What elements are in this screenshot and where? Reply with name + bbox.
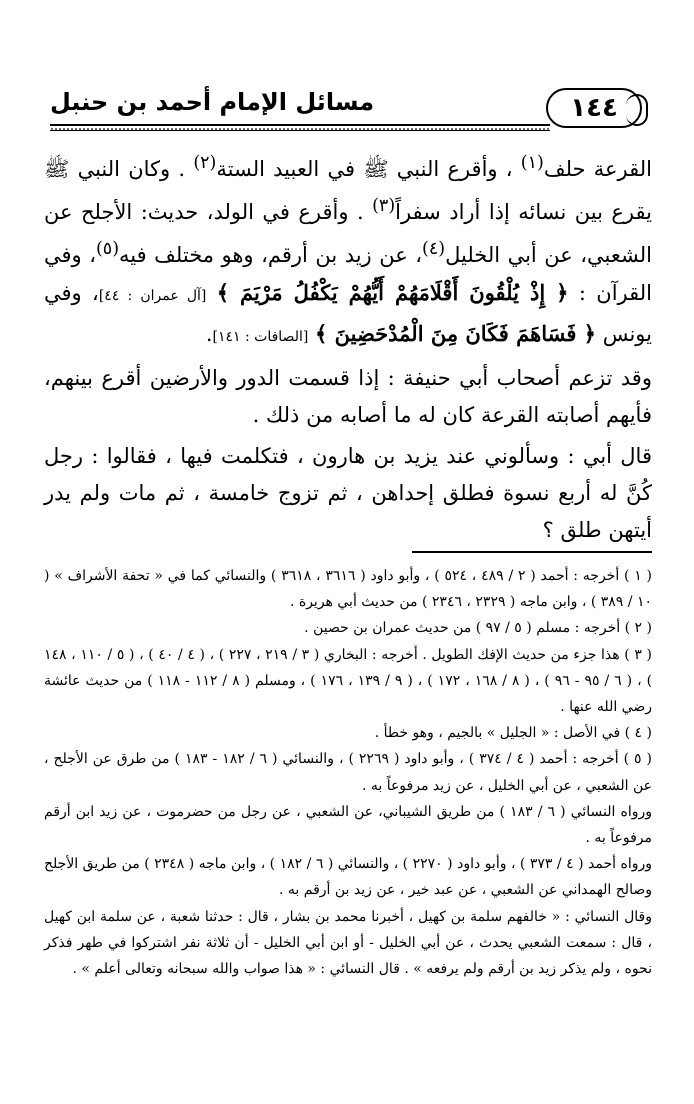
footnote-marker-1: (١) xyxy=(520,153,544,173)
page-header xyxy=(50,86,650,132)
text-run: . xyxy=(205,322,213,346)
text-run: . وكان النبي ﷺ يقرع بين نسائه إذا أراد سفراً xyxy=(44,157,652,224)
footnote-5-continuation: وقال النسائي : « خالفهم سلمة بن كهيل ، أخبرنا محمد بن بشار ، قال : حدثنا شعبة ، عن سلمة ابن كهيل ، قال : سمعت الشعبي يحدث ، عن أبي الخليل - أو ابن أبي الخليل - أن ثلاثة نفر اشتركوا في طهر فذكر نحوه ، ولم يذكر زيد بن أرقم ولم يرفعه » . قال النسائي : « هذا صواب والله سبحانه وتعالى أعلم » . xyxy=(44,908,652,978)
footnote-2: ( ٢ ) أخرجه : مسلم ( ٥ / ٩٧ ) من حديث عمران بن حصين . xyxy=(304,620,652,637)
footnote-1: ( ١ ) أخرجه : أحمد ( ٢ / ٤٨٩ ، ٥٢٤ ) ، وأبو داود ( ٣٦١٦ ، ٣٦١٨ ) والنسائي كما في « تحفة الأشراف » ( ١٠ / ٣٨٩ ) ، وابن ماجه ( ٢٣٢٩ ، ٢٣٤٦ ) من حديث أبي هريرة . xyxy=(44,568,653,611)
footnote-5: ( ٥ ) أخرجه : أحمد ( ٤ / ٣٧٤ ) ، وأبو داود ( ٢٢٦٩ ) ، والنسائي ( ٦ / ١٨٢ - ١٨٣ ) من طرق عن الأجلح ، عن الشعبي ، عن أبي الخليل ، عن زيد مرفوعاً به . xyxy=(44,751,653,794)
quran-verse-1: ﴿ إِذْ يُلْقُونَ أَقْلَامَهُمْ أَيُّهُمْ يَكْفُلُ مَرْيَمَ ﴾ xyxy=(216,280,569,305)
main-text xyxy=(44,145,652,549)
footnote-separator xyxy=(412,551,652,553)
paragraph-2: وقد تزعم أصحاب أبي حنيفة : إذا قسمت الدور والأرضين أقرع بينهم، فأيهم أصابته القرعة كان له ما أصابه من ذلك . xyxy=(44,366,652,427)
page-number: ١٤٤ xyxy=(546,88,642,128)
footnote-3: ( ٣ ) هذا جزء من حديث الإفك الطويل . أخرجه : البخاري ( ٣ / ٢١٩ ، ٢٢٧ ) ، ( ٤ / ٤٠ ) ، ( ٥ / ١١٠ ، ١٤٨ ) ، ( ٦ / ٩٥ - ٩٦ ) ، ( ٨ / ١٦٨ ، ١٧٢ ) ، ( ٩ / ١٣٩ ، ١٧٦ ) ، ومسلم ( ٨ / ١١٢ - ١١٨ ) من حديث عائشة رضي الله عنها . xyxy=(44,646,653,716)
text-run: القرعة حلف xyxy=(543,157,652,181)
footnote-5-continuation: ورواه النسائي ( ٦ / ١٨٣ ) من طريق الشيباني، عن الشعبي ، عن رجل من حضرموت ، عن زيد ابن أرقم مرفوعاً به . xyxy=(44,803,652,847)
text-run: ، عن زيد بن أرقم، وهو مختلف فيه xyxy=(119,243,423,267)
footnote-marker-2: (٢) xyxy=(193,153,217,173)
footnote-marker-4: (٤) xyxy=(422,239,446,259)
header-rule xyxy=(50,124,550,131)
text-run: ، وفي القرآن : xyxy=(44,243,652,305)
footnotes xyxy=(44,563,652,982)
footnote-5-continuation: ورواه أحمد ( ٤ / ٣٧٣ ) ، وأبو داود ( ٢٢٧٠ ) ، والنسائي ( ٦ / ١٨٢ ) ، وابن ماجه ( ٢٣٤٨ ) من طريق الأجلح وصالح الهمداني عن الشعبي ، عن عبد خير ، عن زيد بن أرقم به . xyxy=(44,856,652,899)
paragraph-3: قال أبي : وسألوني عند يزيد بن هارون ، فتكلمت فيها ، فقالوا : رجل كُنَّ له أربع نسوة فطلق إحداهن ، ثم تزوج خامسة ، ثم مات ولم يدر أيتهن طلق ؟ xyxy=(44,444,652,542)
verse-reference-1: [آل عمران : ٤٤] xyxy=(98,288,207,304)
running-title: مسائل الإمام أحمد بن حنبل xyxy=(50,88,375,116)
paragraph-1 xyxy=(44,145,652,356)
footnote-marker-5: (٥) xyxy=(95,239,120,259)
footnote-marker-3: (٣) xyxy=(372,196,396,216)
verse-reference-2: [الصافات : ١٤١] xyxy=(212,329,309,345)
text-run: ، وفي يونس xyxy=(44,281,652,346)
text-run: ، وأقرع النبي ﷺ في العبيد الستة xyxy=(216,157,513,181)
text-run: . وأقرع في الولد، حديث: الأجلح عن الشعبي، عن أبي الخليل xyxy=(44,200,652,267)
quran-verse-2: ﴿ فَسَاهَمَ فَكَانَ مِنَ الْمُدْحَضِينَ ﴾ xyxy=(315,321,596,346)
footnote-4: ( ٤ ) في الأصل : « الجليل » بالجيم ، وهو خطأ . xyxy=(374,725,652,742)
